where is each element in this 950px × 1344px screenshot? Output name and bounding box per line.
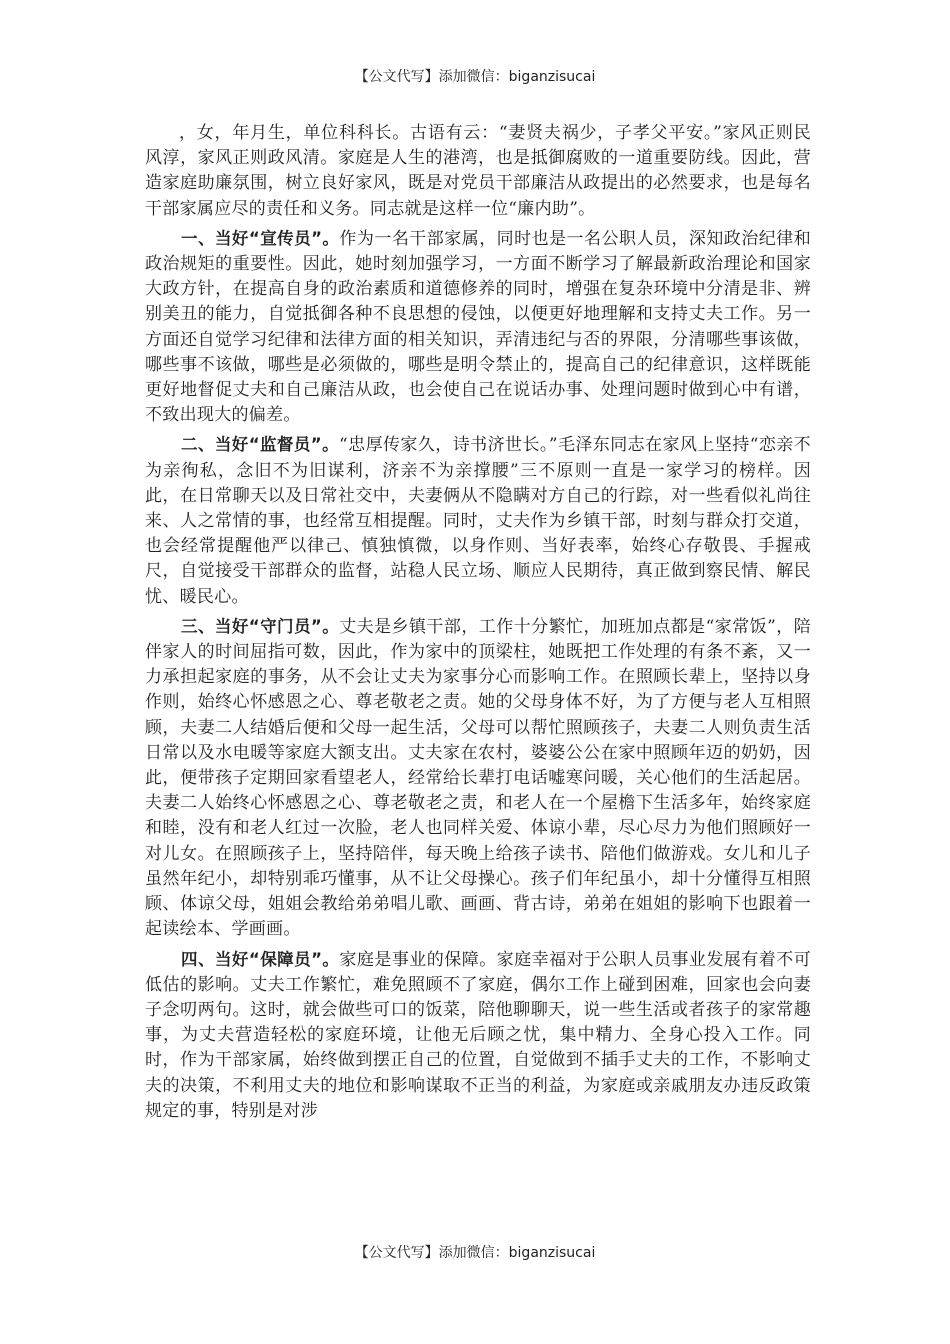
section-paragraph-1 — [145, 226, 811, 429]
paragraph-text: 作为一名干部家属，同时也是一名公职人员，深知政治纪律和政治规矩的重要性。因此，她时刻加强学习，一方面不断学习了解最新政治理论和国家大政方针，在提高自身的政治素质和道德修养的同时，增强在复杂环境中分清是非、辨别美丑的能力，自觉抵御各种不良思想的侵蚀，以便更好地理解和支持丈夫工作。另一方面还自觉学习纪律和法律方面的相关知识，弄清违纪与否的界限，分清哪些事该做，哪些事不该做，哪些是必须做的，哪些是明令禁止的，提高自己的纪律意识，这样既能更好地督促丈夫和自己廉洁从政，也会使自己在说话办事、处理问题时做到心中有谱，不致出现大的偏差。 — [145, 228, 811, 426]
section-heading: 四、当好“保障员”。 — [181, 949, 340, 969]
paragraph-text: 丈夫是乡镇干部，工作十分繁忙，加班加点都是“家常饭”，陪伴家人的时间屈指可数，因此，作为家中的顶梁柱，她既把工作处理的有条不紊，又一力承担起家庭的事务，从不会让丈夫为家事分心而影响工作。在照顾长辈上，坚持以身作则，始终心怀感恩之心、尊老敬老之责。她的父母身体不好，为了方便与老人互相照顾，夫妻二人结婚后便和父母一起生活，父母可以帮忙照顾孩子，夫妻二人则负责生活日常以及水电暖等家庭大额支出。丈夫家在农村，婆婆公公在家中照顾年迈的奶奶，因此，便带孩子定期回家看望老人，经常给长辈打电话嘘寒问暖，关心他们的生活起居。夫妻二人始终心怀感恩之心、尊老敬老之责，和老人在一个屋檐下生活多年，始终家庭和睦，没有和老人红过一次脸，老人也同样关爱、体谅小辈，尽心尽力为他们照顾好一对儿女。在照顾孩子上，坚持陪伴，每天晚上给孩子读书、陪他们做游戏。女儿和儿子虽然年纪小，却特别乖巧懂事，从不让父母操心。孩子们年纪虽小，却十分懂得互相照顾、体谅父母，姐姐会教给弟弟唱儿歌、画画、背古诗，弟弟在姐姐的影响下也跟着一起读绘本、学画画。 — [145, 616, 811, 940]
document-body — [145, 121, 811, 1128]
paragraph-text: “忠厚传家久，诗书济世长。”毛泽东同志在家风上坚持“恋亲不为亲徇私，念旧不为旧谋利，济亲不为亲撑腰”三不原则一直是一家学习的榜样。因此，在日常聊天以及日常社交中，夫妻俩从不隐瞒对方自己的行踪，对一些看似礼尚往来、人之常情的事，也经常互相提醒。同时，丈夫作为乡镇干部，时刻与群众打交道，也会经常提醒他严以律己、慎独慎微，以身作则、当好表率，始终心存敬畏、手握戒尺，自觉接受干部群众的监督，站稳人民立场、顺应人民期待，真正做到察民情、解民忧、暖民心。 — [145, 435, 811, 607]
section-paragraph-4 — [145, 947, 811, 1124]
section-heading: 二、当好“监督员”。 — [181, 435, 340, 455]
section-heading: 一、当好“宣传员”。 — [181, 228, 340, 248]
page-header: 【公文代写】添加微信：biganzisucai — [354, 69, 596, 85]
paragraph-text: 家庭是事业的保障。家庭幸福对于公职人员事业发展有着不可低估的影响。丈夫工作繁忙，难免照顾不了家庭，偶尔工作上碰到困难，回家也会向妻子念叨两句。这时，就会做些可口的饭菜，陪他聊聊天，说一些生活或者孩子的家常趣事，为丈夫营造轻松的家庭环境，让他无后顾之忧，集中精力、全身心投入工作。同时，作为干部家属，始终做到摆正自己的位置，自觉做到不插手丈夫的工作，不影响丈夫的决策，不利用丈夫的地位和影响谋取不正当的利益，为家庭或亲戚朋友办违反政策规定的事，特别是对涉 — [145, 949, 811, 1121]
paragraph-text: ，女，年月生，单位科科长。古语有云：“妻贤夫祸少，子孝父平安。”家风正则民风淳，家风正则政风清。家庭是人生的港湾，也是抵御腐败的一道重要防线。因此，营造家庭助廉氛围，树立良好家风，既是对党员干部廉洁从政提出的必然要求，也是每名干部家属应尽的责任和义务。同志就是这样一位“廉内助”。 — [145, 123, 811, 219]
intro-paragraph — [145, 121, 811, 222]
page-footer: 【公文代写】添加微信：biganzisucai — [354, 1245, 596, 1261]
section-heading: 三、当好“守门员”。 — [181, 616, 340, 636]
section-paragraph-3 — [145, 614, 811, 943]
section-paragraph-2 — [145, 432, 811, 609]
